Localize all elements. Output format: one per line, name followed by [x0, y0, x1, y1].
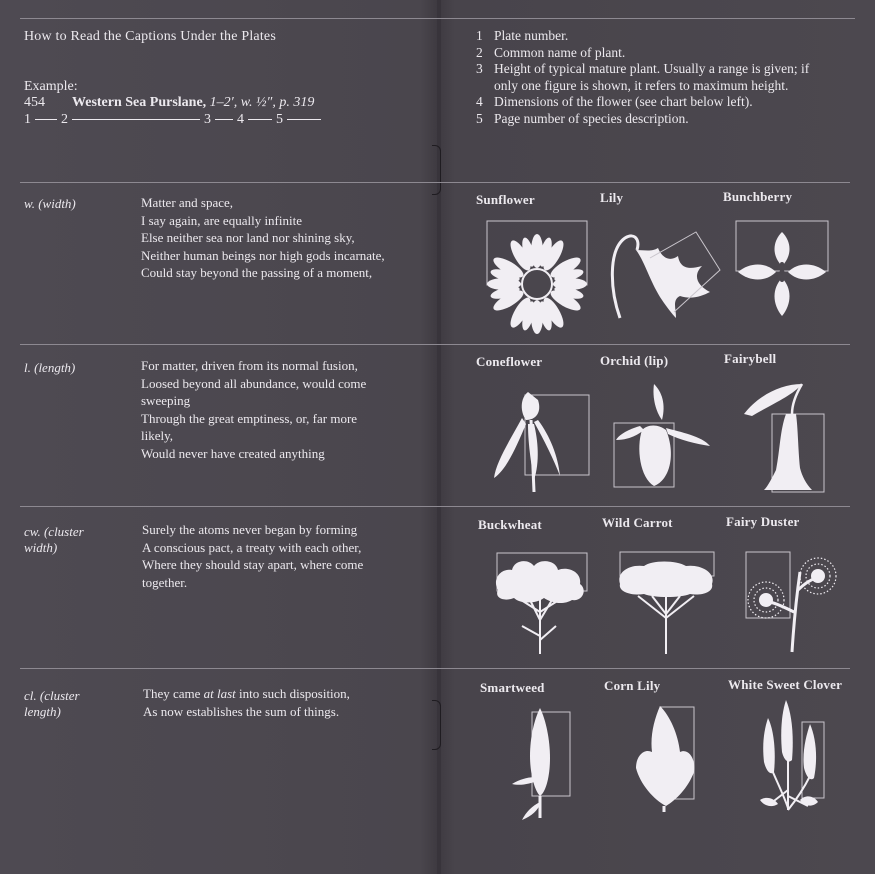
- tick-5: 5: [276, 112, 283, 127]
- tick-1: 1: [24, 112, 31, 127]
- plant-name: Corn Lily: [604, 678, 661, 693]
- dimension-label: l. (length): [24, 360, 76, 375]
- example-label: Example:: [24, 79, 78, 94]
- example-caption: [24, 95, 314, 111]
- lily-illustration: [612, 232, 720, 318]
- wild-carrot-illustration: [619, 552, 714, 654]
- coneflower-illustration: [494, 392, 589, 492]
- plant-name: Orchid (lip): [600, 353, 669, 368]
- dimension-label: cl. (cluster length): [24, 688, 80, 719]
- plant-name: Lily: [600, 190, 624, 205]
- tick-4: 4: [237, 112, 244, 127]
- legend-item: 2 Common name of plant.: [476, 44, 626, 60]
- poem-stanza: They came at last into such disposition, As now establishes the sum of things.: [143, 685, 433, 720]
- poem-stanza: Surely the atoms never began by forming A conscious pact, a treaty with each other, Where they should stay apart, where come together.: [142, 522, 364, 590]
- buckwheat-illustration: [496, 553, 587, 654]
- dimension-label: cw. (cluster width): [24, 524, 84, 555]
- smartweed-illustration: [512, 708, 570, 820]
- tick-2: 2: [61, 112, 68, 127]
- poem-line-with-italic: They came at last into such disposition,: [143, 686, 350, 701]
- bunchberry-illustration: [736, 221, 828, 316]
- fairybell-illustration: [744, 384, 824, 492]
- orchid-lip-illustration: [614, 384, 710, 487]
- plant-name: Bunchberry: [723, 189, 793, 204]
- plant-name: White Sweet Clover: [728, 677, 843, 692]
- plant-name: Fairybell: [724, 351, 777, 366]
- plant-name: Wild Carrot: [602, 515, 673, 530]
- corn-lily-illustration: [636, 706, 694, 812]
- tick-3: 3: [204, 112, 211, 127]
- example-number: 454: [24, 95, 45, 110]
- poem-stanza: For matter, driven from its normal fusion, Loosed beyond all abundance, would come sweeping Through the great emptiness, or, far more likely, Would never have created anything: [141, 358, 367, 461]
- plant-illustrations: [440, 0, 875, 874]
- legend-item: 4 Dimensions of the flower (see chart below left).: [476, 94, 753, 109]
- white-sweet-clover-illustration: [760, 700, 824, 810]
- plant-name: Buckwheat: [478, 517, 542, 532]
- legend-item: 5 Page number of species description.: [476, 110, 689, 126]
- plant-name: Fairy Duster: [726, 514, 800, 529]
- plant-name: Smartweed: [480, 680, 545, 695]
- example-name: Western Sea Purslane,: [72, 95, 207, 110]
- page-heading: How to Read the Captions Under the Plates: [24, 29, 276, 44]
- legend-item: 1 Plate number.: [476, 28, 569, 43]
- fairy-duster-illustration: [746, 552, 836, 652]
- sunflower-illustration: [487, 221, 587, 334]
- plant-name: Sunflower: [476, 192, 535, 207]
- poem-stanza: Matter and space, I say again, are equally infinite Else neither sea nor land nor shining sky, Neither human beings nor high gods incarnate, Could stay beyond the passing of a moment,: [141, 195, 385, 280]
- dimension-label: w. (width): [24, 196, 76, 211]
- plant-name: Coneflower: [476, 354, 543, 369]
- example-tick-line: [24, 112, 325, 128]
- example-rest: 1–2′, w. ½″, p. 319: [209, 95, 315, 110]
- legend-item: 3 Height of typical mature plant. Usually a range is given; if only one figure is shown, it refers to maximum height.: [476, 61, 810, 93]
